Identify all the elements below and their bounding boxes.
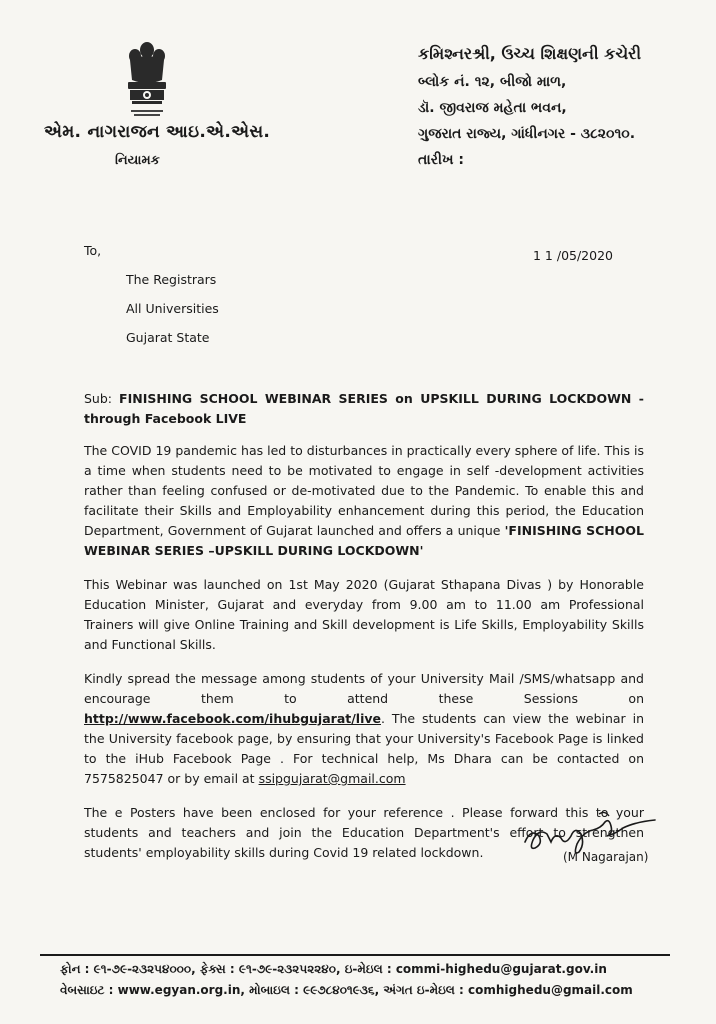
letter-date: 1 1 /05/2020 [533, 248, 613, 263]
recipient-line: The Registrars [126, 272, 217, 287]
office-address-line: બ્લોક નં. ૧૨, બીજો માળ, [418, 74, 567, 90]
recipient-block [126, 272, 219, 359]
contact-email-link[interactable]: ssipgujarat@gmail.com [258, 771, 406, 786]
sender-title: નિયામક [115, 153, 160, 168]
footer-web-line: વેબસાઇટ : www.egyan.org.in, મોબાઇલ : ૯૯૭૮૪૦૧૯૩૬, અંગત ઇ-મેઇલ : comhighedu@gmail.com [60, 983, 633, 997]
recipient-line: All Universities [126, 301, 219, 316]
office-date-label: તારીખ : [418, 152, 464, 168]
paragraph-closing: The e Posters have been enclosed for your reference . Please forward this to your students and teachers and join the Education Department's effort to strengthen students' employability skills during Covid 19 related lockdown. [84, 805, 644, 860]
series-title: 'FINISHING SCHOOL WEBINAR SERIES –UPSKILL DURING LOCKDOWN' [84, 523, 644, 558]
subject-prefix: Sub: [84, 391, 120, 406]
office-address-line: ગુજરાત રાજ્ય, ગાંધીનગર - ૩૮૨૦૧૦. [418, 126, 636, 142]
recipient-line: Gujarat State [126, 330, 210, 345]
state-emblem-icon [118, 40, 176, 122]
subject-text: FINISHING SCHOOL WEBINAR SERIES on UPSKILL DURING LOCKDOWN - through Facebook LIVE [84, 391, 644, 426]
paragraph-intro [84, 441, 644, 561]
office-address [418, 44, 641, 178]
paragraph-intro-text: The COVID 19 pandemic has led to disturbances in practically every sphere of life. This is a time when students need to be motivated to engage in self -development activities rather than feeling confused or de-motivated due to the Pandemic. To enable this and facilitate their Skills and Employability enhancement during this period, the Education Department, Government of Gujarat launched and offers a unique [84, 443, 644, 538]
paragraph-instructions-text: Kindly spread the message among students of your University Mail /SMS/whatsapp and encourage them to attend these Sessions on [84, 671, 644, 706]
paragraph-instructions-text-2: . The students can view the webinar in the University facebook page, by ensuring that your University's Facebook Page is linked to the iHub Facebook Page . For technical help, Ms Dhara can be contacted on 7575825047 or by email at [84, 711, 644, 786]
footer-contact [60, 962, 633, 1004]
to-label: To, [84, 243, 102, 258]
facebook-live-link[interactable]: http://www.facebook.com/ihubgujarat/live [84, 711, 381, 726]
subject-line [84, 389, 644, 429]
signer-name: (M Nagarajan) [563, 850, 649, 864]
paragraph-instructions [84, 669, 644, 789]
paragraph-launch: This Webinar was launched on 1st May 2020 (Gujarat Sthapana Divas ) by Honorable Education Minister, Gujarat and everyday from 9.00 am to 11.00 am Professional Trainers will give Online Training and Skill development is Life Skills, Employability Skills and Functional Skills. [84, 577, 644, 652]
footer-divider [40, 954, 670, 956]
office-address-line: ડૉ. જીવરાજ મહેતા ભવન, [418, 100, 567, 116]
sender-name: એમ. નાગરાજન આઇ.એ.એસ. [44, 122, 271, 142]
footer-phone-line: ફોન : ૯૧-૭૯-૨૩૨૫૪૦૦૦, ફેક્સ : ૯૧-૭૯-૨૩૨૫૨૨૪૦, ઇ-મેઇલ : commi-highedu@gujarat.gov.in [60, 962, 607, 976]
office-name: કમિશ્નરશ્રી, ઉચ્ચ શિક્ષણની કચેરી [418, 44, 642, 63]
